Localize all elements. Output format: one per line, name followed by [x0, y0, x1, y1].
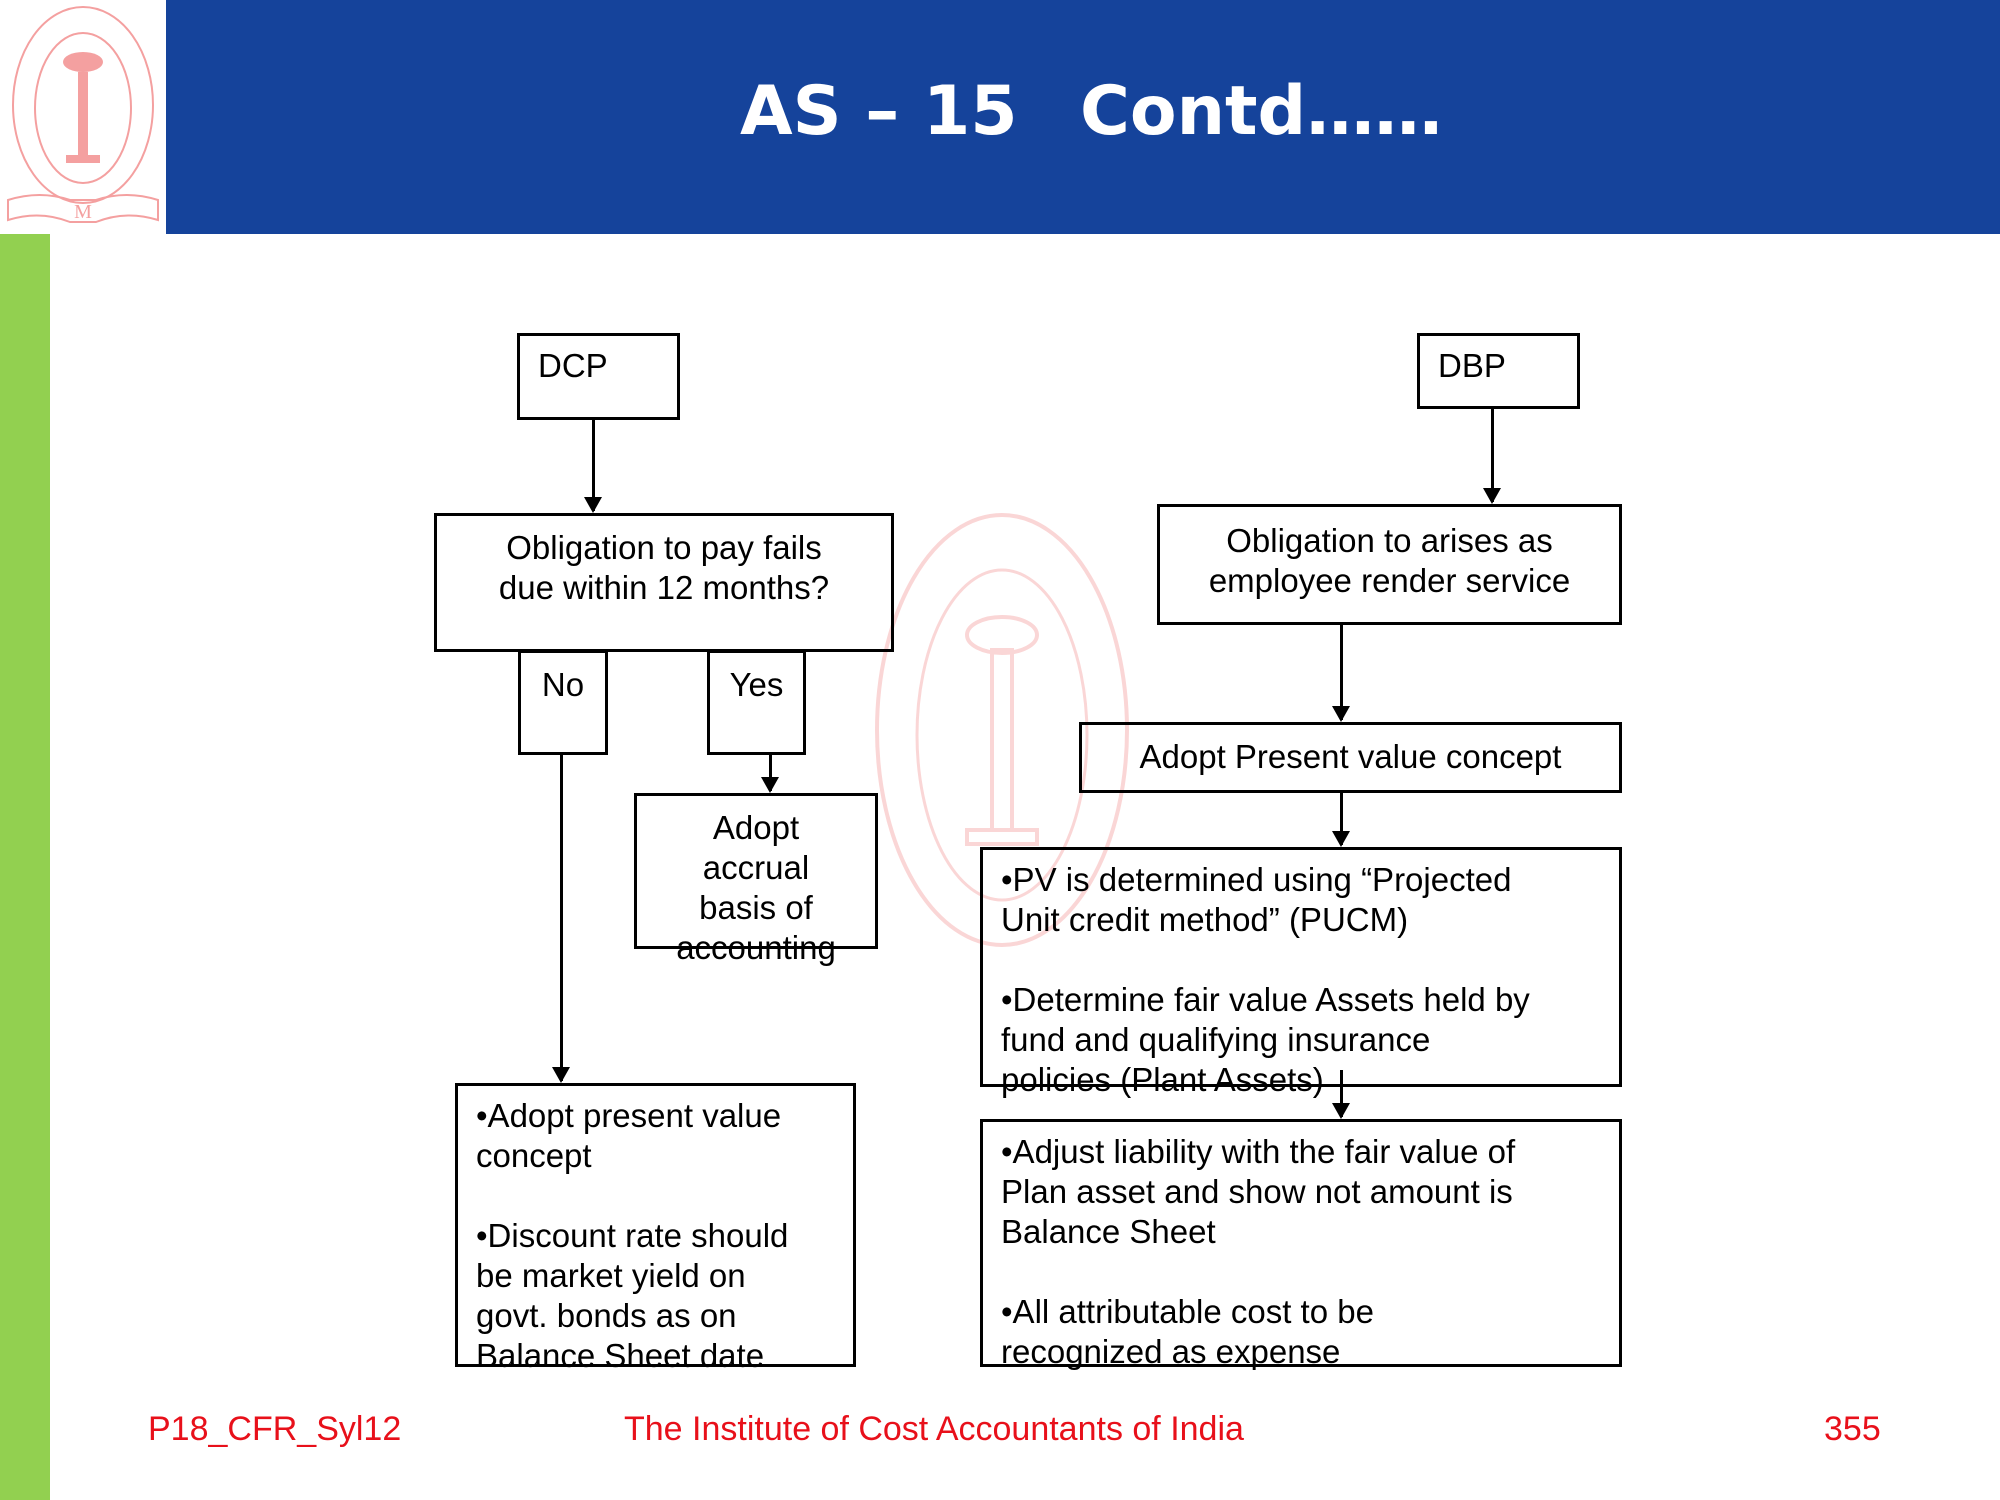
arrow-to-pv-concept [1340, 625, 1343, 720]
side-accent-bar [0, 234, 50, 1500]
arrow-no-to-result [560, 755, 563, 1081]
yes-box: Yes [707, 650, 806, 755]
page-number: 355 [1824, 1410, 1881, 1448]
dbp-result-box: •Adjust liability with the fair value of Plan asset and show not amount is Balance Sheet •All attributable cost to be recognized as expense [980, 1119, 1622, 1367]
svg-text:M: M [74, 201, 92, 223]
arrow-dcp-to-question [592, 420, 595, 511]
institute-logo [0, 0, 166, 234]
accrual-box: Adopt accrual basis of accounting [634, 793, 878, 949]
arrow-to-dbp-result [1340, 1070, 1343, 1117]
dcp-box: DCP [517, 333, 680, 420]
pv-details-box: •PV is determined using “Projected Unit credit method” (PUCM) •Determine fair value Assets held by fund and qualifying insurance policies (Plant Assets) [980, 847, 1622, 1087]
dbp-box: DBP [1417, 333, 1580, 409]
slide-title-contd: Contd…… [1080, 72, 1443, 151]
dcp-result-box: •Adopt present value concept •Discount rate should be market yield on govt. bonds as on Balance Sheet date [455, 1083, 856, 1367]
arrow-yes-to-accrual [769, 755, 772, 791]
pv-concept-box: Adopt Present value concept [1079, 722, 1622, 793]
no-box: No [518, 650, 608, 755]
arrow-dbp-to-obligation [1491, 409, 1494, 502]
footer-code: P18_CFR_Syl12 [148, 1410, 402, 1448]
obligation-arises-box: Obligation to arises as employee render service [1157, 504, 1622, 625]
obligation-question-box: Obligation to pay fails due within 12 months? [434, 513, 894, 652]
slide-title: AS – 15 [740, 72, 1018, 151]
footer-institute: The Institute of Cost Accountants of India [624, 1410, 1244, 1448]
arrow-to-pv-details [1340, 793, 1343, 845]
